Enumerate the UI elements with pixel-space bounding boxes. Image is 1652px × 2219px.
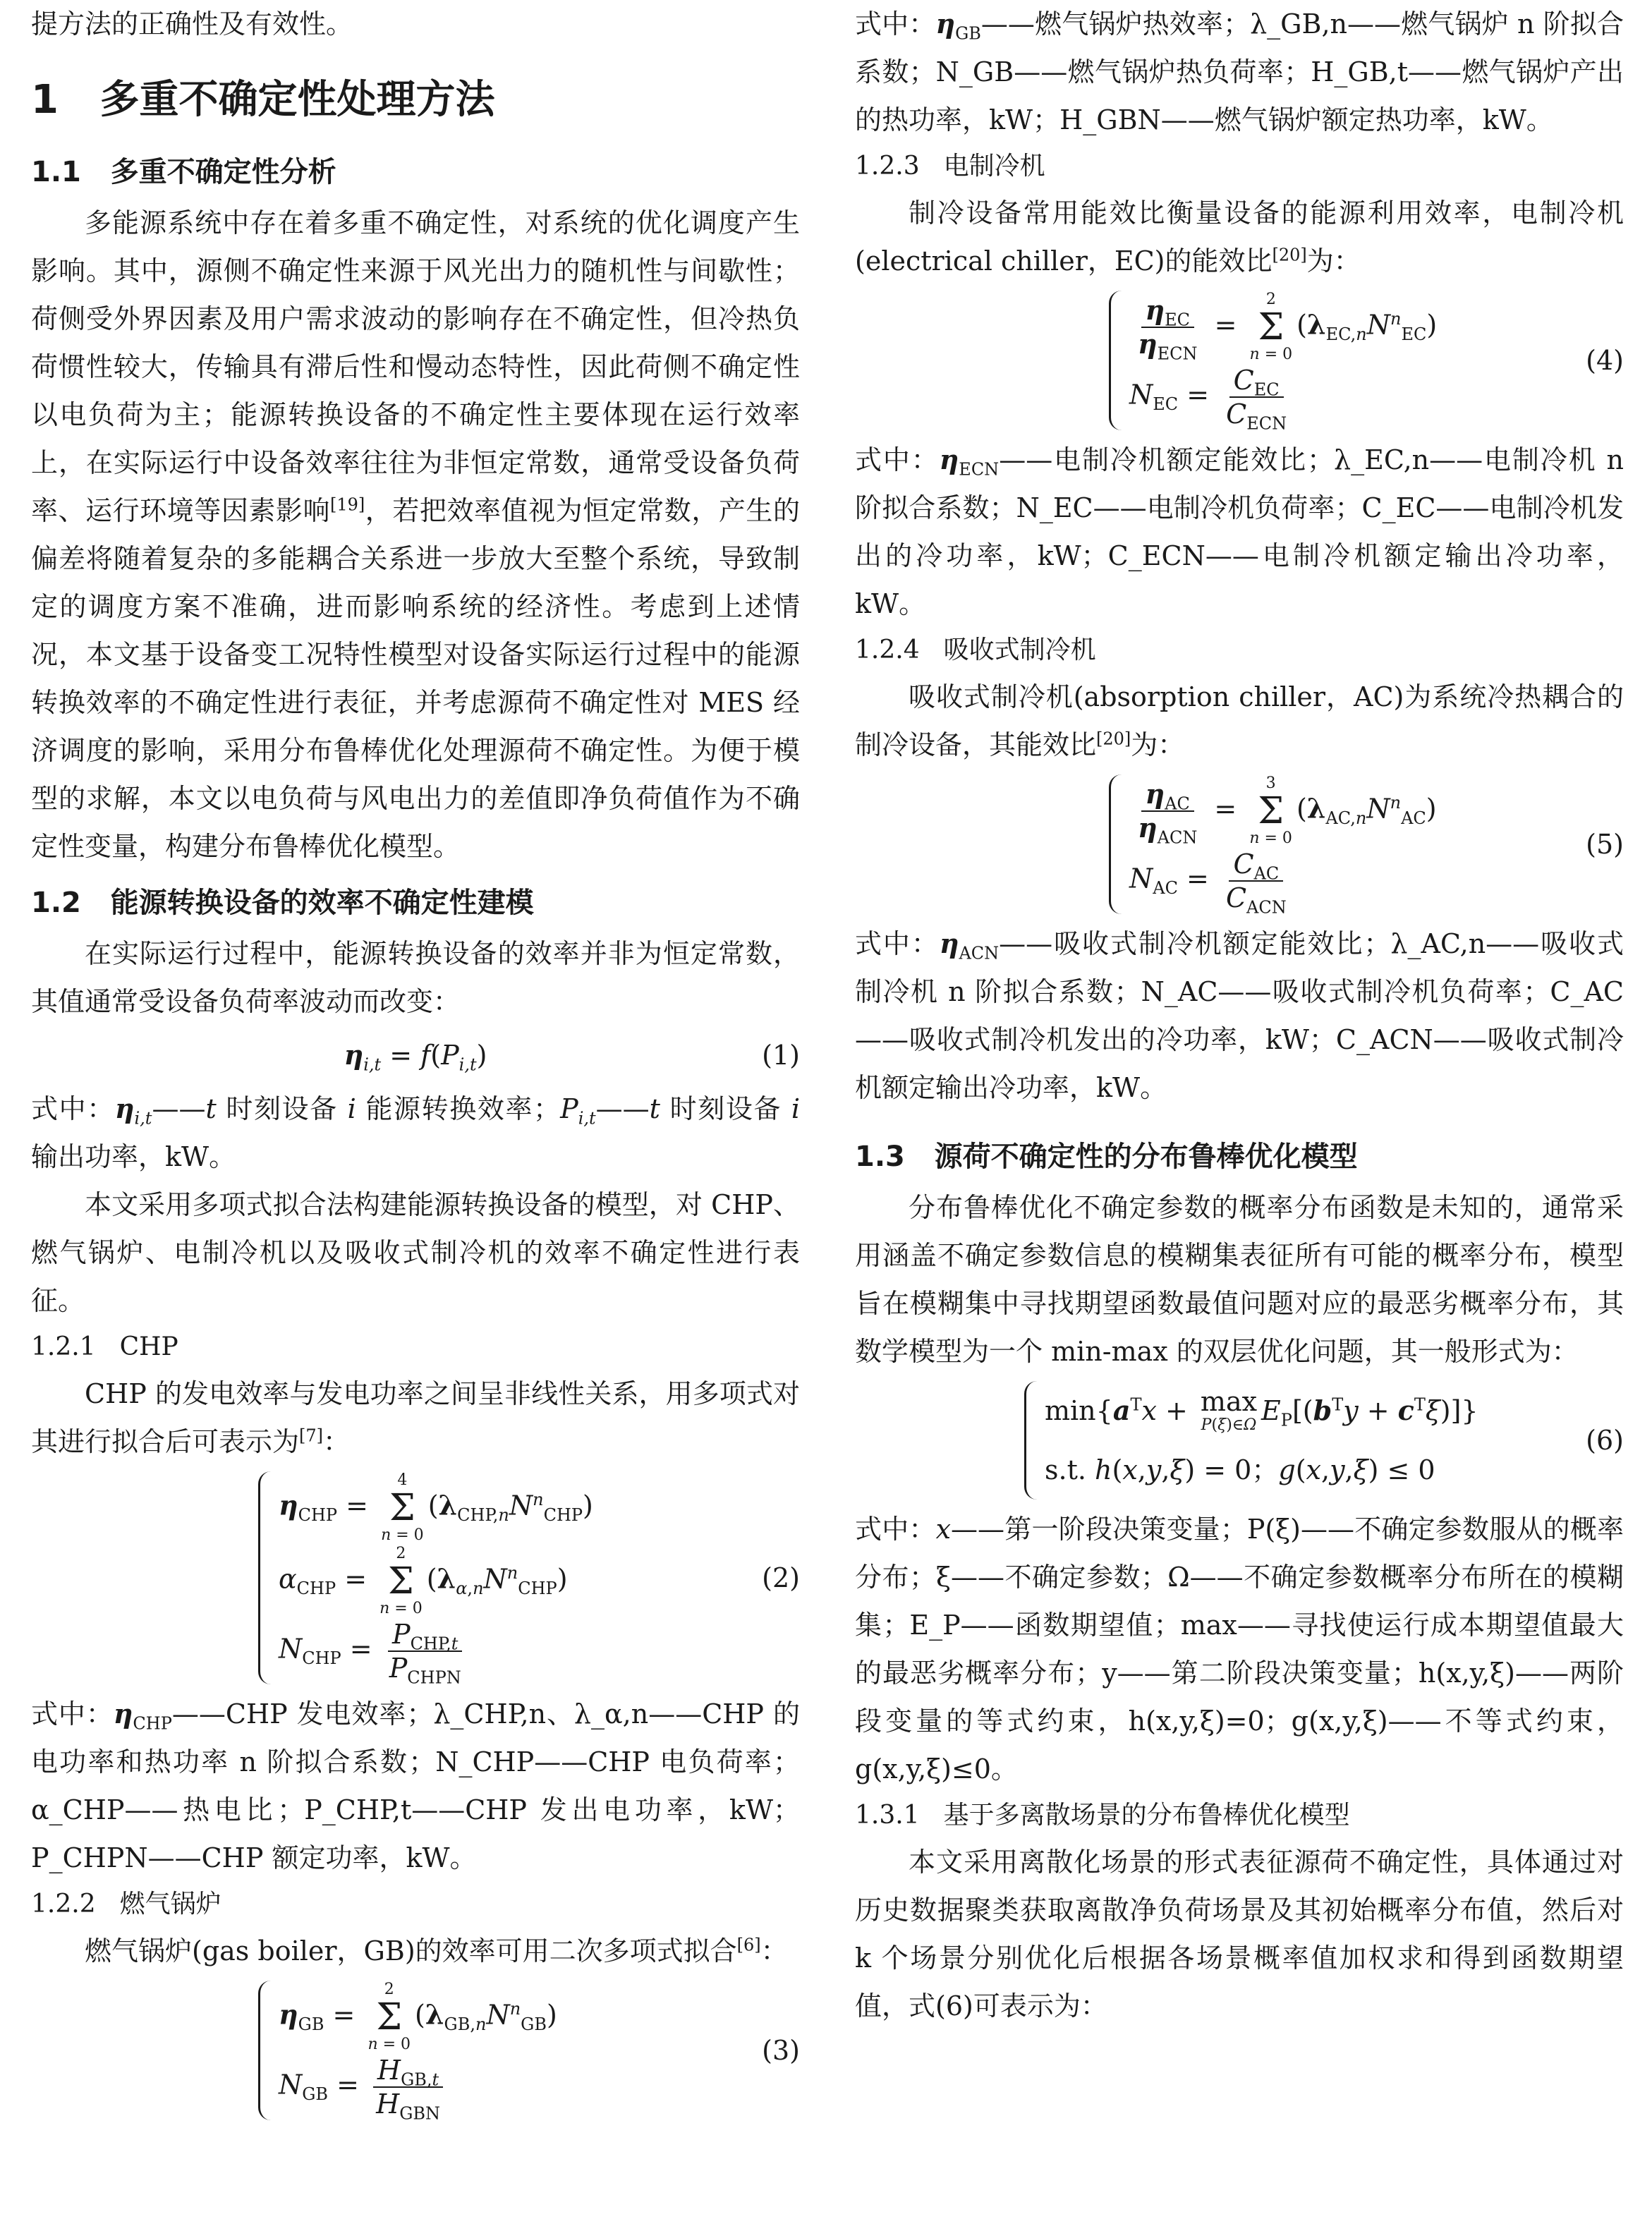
section-number: 1.3 — [855, 1141, 905, 1173]
desc-text: ——吸收式制冷机额定能效比；λ_AC,n——吸收式制冷机 n 阶拟合系数；N_AC——吸收式制冷机负荷率；C_AC——吸收式制冷机发出的冷功率，kW；C_ACN——吸收式制冷机额定输出冷功率，kW。 — [855, 928, 1624, 1103]
desc-text: ——燃气锅炉热效率；λ_GB,n——燃气锅炉 n 阶拟合系数；N_GB——燃气锅炉热负荷率；H_GB,t——燃气锅炉产出的热功率，kW；H_GBN——燃气锅炉额定热功率，kW。 — [855, 8, 1624, 135]
paragraph-text: 吸收式制冷机(absorption chiller，AC)为系统冷热耦合的制冷设备，其能效比 — [855, 681, 1624, 760]
paragraph-polynomial: 本文采用多项式拟合法构建能源转换设备的模型，对 CHP、燃气锅炉、电制冷机以及吸收式制冷机的效率不确定性进行表征。 — [31, 1189, 800, 1316]
equation-number: (6) — [1586, 1425, 1624, 1456]
equation-2 — [31, 1471, 800, 1688]
paragraph-text: 为： — [1131, 729, 1185, 760]
desc-text: 式中： — [31, 1093, 115, 1124]
equation-6 — [855, 1381, 1624, 1500]
paragraph-dro: 分布鲁棒优化不确定参数的概率分布函数是未知的，通常采用涵盖不确定参数信息的模糊集表征所有可能的概率分布，模型旨在模糊集中寻找期望函数最值问题对应的最恶劣概率分布，其数学模型为一个 min-max 的双层优化问题，其一般形式为： — [855, 1192, 1624, 1367]
equation-number: (1) — [762, 1040, 800, 1071]
paragraph-electric-chiller — [855, 189, 1624, 285]
desc-text: 能源转换效率； — [356, 1093, 561, 1124]
paragraph-text: ，若把效率值视为恒定常数，产生的偏差将随着复杂的多能耦合关系进一步放大至整个系统，导致制定的调度方案不准确，进而影响系统的经济性。考虑到上述情况，本文基于设备变工况特性模型对设备实际运行过程中的能源转换效率的不确定性进行表征，并考虑源荷不确定性对 MES 经济调度的影响，采用分布鲁棒优化处理源荷不确定性。为便于模型的求解，本文以电负荷与风电出力的差值即净负荷值作为不确定性变量，构建分布鲁棒优化模型。 — [31, 495, 800, 862]
section-title: 源荷不确定性的分布鲁棒优化模型 — [934, 1141, 1358, 1173]
equation-1-description: 式中：$\eta_{i,t}——t$ 时刻设备 i 能源转换效率；$P_{i,t}——t$ 时刻设备 i 输出功率，kW。 — [31, 1093, 800, 1172]
section-title: 能源转换设备的效率不确定性建模 — [110, 887, 534, 919]
section-1-2-4-heading — [855, 628, 1624, 673]
section-number: 1 — [31, 77, 59, 123]
left-column — [31, 0, 800, 2126]
equation-5-description: 式中：$\eta_{ACN}——$吸收式制冷机额定能效比；λ_AC,n——吸收式制冷机 n 阶拟合系数；N_AC——吸收式制冷机负荷率；C_AC——吸收式制冷机发出的冷功率，kW；C_ACN——吸收式制冷机额定输出冷功率，kW。 — [855, 928, 1624, 1103]
paragraph-chp — [31, 1370, 800, 1466]
paragraph-efficiency: 在实际运行过程中，能源转换设备的效率并非为恒定常数，其值通常受设备负荷率波动而改变： — [31, 938, 800, 1017]
equation-number: (2) — [762, 1562, 800, 1593]
citation: [6] — [736, 1935, 761, 1955]
paragraph-text: 燃气锅炉(gas boiler，GB)的效率可用二次多项式拟合 — [85, 1935, 737, 1966]
paragraph-text: 制冷设备常用能效比衡量设备的能源利用效率，电制冷机(electrical chiller，EC)的能效比 — [855, 197, 1624, 276]
equation-body: $\frac{\eta_{EC}}{\eta_{ECN}}$ = 2 Σ n = 0 $(\lambda_{EC,n}N^n_{EC})$ $N_{EC}$ = $\frac{C_{EC}}{C_{ECN}}$ — [1109, 291, 1624, 430]
desc-text: 时刻设备 — [216, 1093, 348, 1124]
desc-text: 输出功率，kW。 — [31, 1141, 236, 1172]
section-number: 1.2.2 — [31, 1890, 96, 1919]
section-title: 多重不确定性处理方法 — [99, 77, 495, 123]
equation-body: $\eta_{i,t} = f(P_{i,t})$ — [344, 1039, 487, 1075]
desc-text: —— — [152, 1093, 206, 1124]
section-title: 基于多离散场景的分布鲁棒优化模型 — [943, 1801, 1350, 1830]
equation-body: $\eta_{CHP}$ = 4 Σ n = 0 $(\lambda_{CHP,n}N^n_{CHP})$ $\alpha_{CHP}$ = 2 Σ n = 0 $(\lambda_{\alpha,n}N^n_{CHP})$ $N_{CHP}$ = $\frac{P_{CHP,t}}{P_{CHPN}}$ — [258, 1471, 800, 1684]
section-1-3-heading — [855, 1131, 1624, 1182]
equation-4 — [855, 291, 1624, 434]
section-title: 吸收式制冷机 — [943, 636, 1096, 664]
paragraph-absorption-chiller — [855, 673, 1624, 769]
equation-number: (5) — [1586, 829, 1624, 860]
equation-body: $\eta_{GB}$ = 2 Σ n = 0 $(\lambda_{GB,n}N^n_{GB})$ $N_{GB}$ = $\frac{H_{GB,t}}{H_{GBN}}$ — [258, 1981, 800, 2120]
equation-2-description: 式中：$\eta_{CHP}——CHP$ 发电效率；λ_CHP,n、λ_α,n——CHP 的电功率和热功率 n 阶拟合系数；N_CHP——CHP 电负荷率；α_CHP——热电比；P_CHP,t——CHP 发出电功率，kW；P_CHPN——CHP 额定功率，kW。 — [31, 1698, 800, 1873]
section-1-heading — [31, 66, 800, 134]
desc-text: ——电制冷机额定能效比；λ_EC,n——电制冷机 n 阶拟合系数；N_EC——电制冷机负荷率；C_EC——电制冷机发出的冷功率，kW；C_ECN——电制冷机额定输出冷功率，kW。 — [855, 444, 1624, 619]
equation-6-description: 式中：x——第一阶段决策变量；P(ξ)——不确定参数服从的概率分布；ξ——不确定参数；Ω——不确定参数概率分布所在的模糊集；E_P——函数期望值；max——寻找使运行成本期望值最大的最恶劣概率分布；y——第二阶段决策变量；h(x,y,ξ)——两阶段变量的等式约束，h(x,y,ξ)=0；g(x,y,ξ)——不等式约束，g(x,y,ξ)≤0。 — [855, 1514, 1624, 1785]
section-number: 1.2.3 — [855, 152, 920, 181]
citation: [20] — [1272, 245, 1307, 265]
section-number: 1.2 — [31, 887, 81, 919]
paragraph-uncertainty-analysis — [31, 199, 800, 870]
citation: [19] — [330, 494, 365, 515]
section-number: 1.2.1 — [31, 1332, 96, 1361]
desc-text: ——第一阶段决策变量；P(ξ)——不确定参数服从的概率分布；ξ——不确定参数；Ω——不确定参数概率分布所在的模糊集；E_P——函数期望值；max——寻找使运行成本期望值最大的最恶劣概率分布；y——第二阶段决策变量；h(x,y,ξ)——两阶段变量的等式约束，h(x,y,ξ)=0；g(x,y,ξ)——不等式约束，g(x,y,ξ)≤0。 — [855, 1514, 1624, 1785]
carry-over-line: 提方法的正确性及有效性。 — [31, 8, 353, 39]
paragraph-text: 为： — [1306, 245, 1361, 276]
section-number: 1.1 — [31, 156, 81, 188]
section-title: 燃气锅炉 — [119, 1890, 221, 1919]
section-1-2-2-heading — [31, 1882, 800, 1927]
equation-body: $\min\{a^Tx$ + max P(ξ)∈Ω $E_P[(b^Ty + c^T\xi)]$} s.t. h(x,y,ξ) = 0；g(x,y,ξ) ≤ 0 — [1024, 1381, 1624, 1500]
section-number: 1.3.1 — [855, 1801, 920, 1830]
equation-number: (3) — [762, 2035, 800, 2066]
equation-4-description: 式中：$\eta_{ECN}——$电制冷机额定能效比；λ_EC,n——电制冷机 n 阶拟合系数；N_EC——电制冷机负荷率；C_EC——电制冷机发出的冷功率，kW；C_ECN——电制冷机额定输出冷功率，kW。 — [855, 444, 1624, 619]
equation-1 — [31, 1031, 800, 1079]
paragraph-text: 多能源系统中存在着多重不确定性，对系统的优化调度产生影响。其中，源侧不确定性来源于风光出力的随机性与间歇性；荷侧受外界因素及用户需求波动的影响存在不确定性，但冷热负荷惯性较大，传输具有滞后性和慢动态特性，因此荷侧不确定性以电负荷为主；能源转换设备的不确定性主要体现在运行效率上，在实际运行中设备效率往往为非恒定常数，通常受设备负荷率、运行环境等因素影响 — [31, 207, 800, 526]
equation-3-description: 式中：$\eta_{GB}——$燃气锅炉热效率；λ_GB,n——燃气锅炉 n 阶拟合系数；N_GB——燃气锅炉热负荷率；H_GB,t——燃气锅炉产出的热功率，kW；H_GBN——燃气锅炉额定热功率，kW。 — [855, 8, 1624, 135]
section-1-2-1-heading — [31, 1325, 800, 1370]
section-title: CHP — [119, 1332, 178, 1361]
desc-text: ——CHP 发电效率；λ_CHP,n、λ_α,n——CHP 的电功率和热功率 n 阶拟合系数；N_CHP——CHP 电负荷率；α_CHP——热电比；P_CHP,t——CHP 发出电功率，kW；P_CHPN——CHP 额定功率，kW。 — [31, 1698, 800, 1873]
right-column — [855, 0, 1624, 2030]
citation: [20] — [1096, 729, 1131, 749]
equation-body: $\frac{\eta_{AC}}{\eta_{ACN}}$ = 3 Σ n = 0 $(\lambda_{AC,n}N^n_{AC})$ $N_{AC}$ = $\frac{C_{AC}}{C_{ACN}}$ — [1109, 774, 1624, 914]
desc-text: 时刻设备 — [660, 1093, 791, 1124]
paragraph-text: ： — [323, 1426, 351, 1457]
equation-3 — [31, 1981, 800, 2124]
paragraph-discrete-scenarios: 本文采用离散化场景的形式表征源荷不确定性，具体通过对历史数据聚类获取离散净负荷场景及其初始概率分布值，然后对 k 个场景分别优化后根据各场景概率值加权求和得到函数期望值，式(6)可表示为： — [855, 1847, 1624, 2022]
section-1-3-1-heading — [855, 1793, 1624, 1838]
equation-number: (4) — [1586, 345, 1624, 376]
paragraph-text: ： — [760, 1935, 788, 1966]
equation-5 — [855, 774, 1624, 918]
section-title: 电制冷机 — [943, 152, 1045, 181]
paragraph-gas-boiler — [31, 1927, 800, 1975]
section-title: 多重不确定性分析 — [110, 156, 336, 188]
citation: [7] — [299, 1425, 324, 1446]
section-1-1-heading — [31, 147, 800, 197]
section-1-2-3-heading — [855, 144, 1624, 189]
section-1-2-heading — [31, 877, 800, 928]
paragraph-text: CHP 的发电效率与发电功率之间呈非线性关系，用多项式对其进行拟合后可表示为 — [31, 1378, 800, 1457]
section-number: 1.2.4 — [855, 636, 920, 664]
